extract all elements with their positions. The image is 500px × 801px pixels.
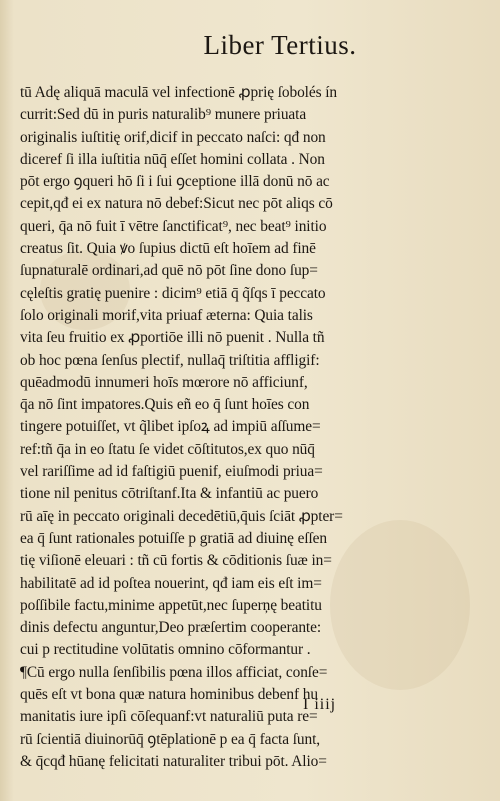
- text-line: tię viſionē eleuari : tñ cū fortis & cōditionis ſuæ in=: [20, 552, 332, 570]
- text-line: tione nil penitus cōtriſtanf.Ita & infantiū ac puero: [20, 485, 319, 503]
- text-line: ea q̄ ſunt rationales potuiſſe p gratiā ad diuinę eſſen: [20, 529, 328, 547]
- text-line: pōt ergo ꝯqueri hō ſi i ſui ꝯceptione illā donū nō ac: [20, 173, 330, 191]
- text-line: currit:Sed dū in puris naturalib⁹ munere priuata: [20, 106, 307, 124]
- text-line: cepit,qđ ei ex natura nō debef:Sicut nec pōt aliqs cō: [20, 195, 333, 213]
- text-line: habilitatē ad id poſtea nouerint, qđ iam eis eſt im=: [20, 574, 322, 592]
- running-head: Liber Tertius.: [203, 30, 357, 60]
- text-line: creatus ſit. Quia ꝟo ſupius dictū eſt hoīem ad finē: [20, 240, 316, 258]
- text-line: ſupnaturalē ordinari,ad quē nō pōt ſine dono ſup=: [20, 262, 318, 280]
- text-line: q̄a nō ſint impatores.Quis eñ eo q̄ ſunt hoīes con: [20, 396, 310, 414]
- text-line: & q̄cqđ hūanę felicitati naturaliter tribui pōt. Alio=: [20, 752, 327, 770]
- text-line: diceref ſi illa iuſtitia nūq̄ eſſet homini collata . Non: [20, 150, 325, 168]
- text-line: ob hoc pœna ſenſus plectif, nullaq̄ triſtitia affligif:: [20, 351, 320, 369]
- text-line: rū ſcientiā diuinorūq̄ ꝯtēplationē p ea q̄ facta ſunt,: [20, 730, 320, 748]
- text-line: originalis iuſtitię orif,dicif in peccato naſci: qđ non: [20, 128, 326, 146]
- text-line: manitatis iure ipſi cōſequanf:vt naturaliū puta re=: [20, 708, 318, 726]
- text-line: poſſibile factu,minime appetūt,nec ſuperņę beatitu: [20, 596, 322, 614]
- text-line: queri, q̄a nō fuit ī vētre ſanctificat⁹, nec beat⁹ initio: [20, 217, 327, 235]
- text-line: rū aīę in peccato originali decedētiū,q̄uis ſciāt ꝓpter=: [20, 507, 343, 525]
- text-line: cui p rectitudine volūtatis omnino cōformantur .: [20, 641, 311, 659]
- text-line: vita ſeu fruitio ex ꝓportiōe illi nō puenit . Nulla tñ: [20, 329, 325, 347]
- page-header: [0, 30, 500, 61]
- text-line: quēs eſt vt bona quæ natura hominibus debenf hu: [20, 686, 318, 704]
- text-line: quēadmodū innumeri hoīs mœrore nō afficiunf,: [20, 373, 308, 391]
- text-line: tingere potuiſſet, vt q̃libet ipſoꝝ ad impiū aſſume=: [20, 418, 321, 436]
- signature-mark: I iiij: [303, 696, 337, 713]
- text-line: ¶Cū ergo nulla ſenſibilis pœna illos afficiat, conſe=: [20, 663, 328, 681]
- body-text: [20, 82, 424, 773]
- text-line: dinis defectu anguntur,Deo præſertim cooperante:: [20, 619, 322, 637]
- text-line: cęleſtis gratię puenire : dicim⁹ etiā q̄ q̃ſqs ī peccato: [20, 284, 326, 302]
- text-line: ref:tñ q̄a in eo ſtatu ſe videt cōſtitutos,ex quo nūq̄: [20, 440, 315, 458]
- text-line: vel rariſſime ad id faſtigiū puenif, eiuſmodi priua=: [20, 463, 323, 481]
- text-line: tū Adę aliquā maculā vel infectionē ꝓprię ſobolés ín: [20, 84, 337, 101]
- text-line: ſolo originali morif,vita priuaf æterna: Quia talis: [20, 306, 313, 324]
